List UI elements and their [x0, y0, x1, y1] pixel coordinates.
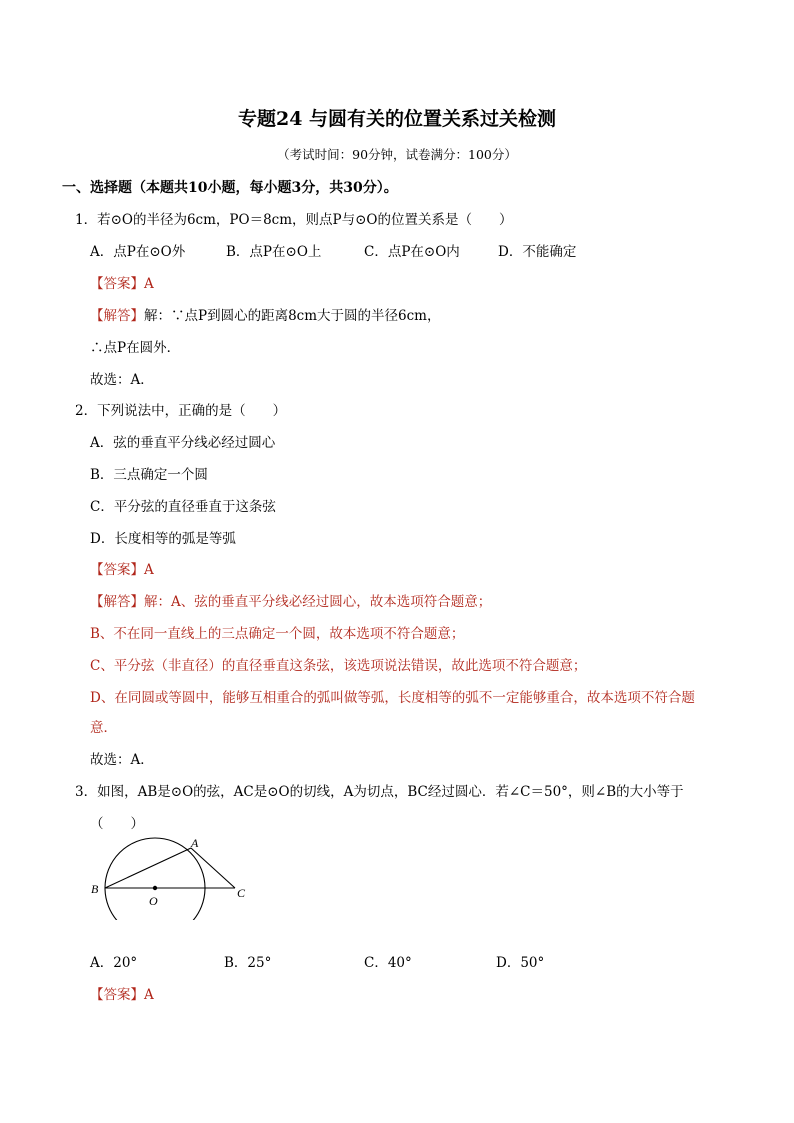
- answer-value: A: [144, 276, 154, 292]
- solution-text: 解：∵点P到圆心的距离8cm大于圆的半径6cm，: [144, 308, 441, 324]
- answer-tag: 【答案】: [90, 987, 144, 1003]
- q1-option-c: C．点P在⊙O内: [364, 244, 460, 260]
- solution-tag: 【解答】: [90, 594, 144, 610]
- question-1-options: [90, 240, 576, 260]
- solution-tag: 【解答】: [90, 308, 144, 324]
- q3-option-d: D．50°: [496, 955, 545, 971]
- center-point: [153, 886, 157, 890]
- q2-solution-line: [90, 590, 491, 610]
- question-1-stem: 1．若⊙O的半径为6cm，PO＝8cm，则点P与⊙O的位置关系是（ ）: [75, 212, 513, 228]
- label-b: B: [91, 882, 99, 896]
- q1-answer: [90, 272, 154, 292]
- q2-answer: [90, 558, 154, 578]
- section-heading: 一、选择题（本题共10小题，每小题3分，共30分）。: [62, 180, 398, 196]
- geometry-figure: [86, 832, 256, 920]
- q2-option-d: D．长度相等的弧是等弧: [90, 531, 236, 547]
- q1-solution-line: ∴点P在圆外．: [90, 340, 181, 356]
- question-2-stem: 2．下列说法中，正确的是（ ）: [75, 403, 287, 419]
- answer-value: A: [144, 987, 154, 1003]
- question-3-stem: 3．如图，AB是⊙O的弦，AC是⊙O的切线，A为切点，BC经过圆心．若∠C＝50°，则∠B的大小等于: [75, 784, 684, 800]
- answer-value: A: [144, 562, 154, 578]
- q2-solution-line: 故选：A．: [90, 752, 154, 768]
- q3-answer: [90, 983, 154, 1003]
- page-subtitle: （考试时间：90分钟，试卷满分：100分）: [277, 147, 517, 162]
- answer-tag: 【答案】: [90, 276, 144, 292]
- q1-solution-line: 故选：A．: [90, 372, 154, 388]
- q1-solution-line: [90, 304, 441, 324]
- label-o: O: [149, 894, 158, 908]
- q2-option-b: B．三点确定一个圆: [90, 467, 208, 483]
- q2-solution-line: 意．: [90, 720, 117, 736]
- q1-option-b: B．点P在⊙O上: [226, 244, 322, 260]
- label-c: C: [237, 886, 246, 900]
- q3-option-b: B．25°: [224, 955, 272, 971]
- solution-text: 解：A、弦的垂直平分线必经过圆心，故本选项符合题意；: [144, 594, 492, 610]
- q2-solution-line: D、在同圆或等圆中，能够互相重合的弧叫做等弧，长度相等的弧不一定能够重合，故本选项不符合题: [90, 690, 695, 706]
- answer-tag: 【答案】: [90, 562, 144, 578]
- q3-option-a: A．20°: [90, 955, 138, 971]
- label-a: A: [191, 836, 199, 850]
- question-3-options: [90, 951, 544, 971]
- circle-tangent-diagram: [86, 832, 256, 920]
- q2-solution-line: B、不在同一直线上的三点确定一个圆，故本选项不符合题意；: [90, 626, 465, 642]
- q3-option-c: C．40°: [364, 955, 412, 971]
- q2-option-a: A．弦的垂直平分线必经过圆心: [90, 435, 276, 451]
- q2-option-c: C．平分弦的直径垂直于这条弦: [90, 499, 276, 515]
- q2-solution-line: C、平分弦（非直径）的直径垂直这条弦，该选项说法错误，故此选项不符合题意；: [90, 658, 587, 674]
- q1-option-a: A．点P在⊙O外: [90, 244, 186, 260]
- question-3-stem-cont: （ ）: [90, 816, 144, 832]
- tangent-ac: [191, 848, 235, 888]
- page-title: 专题24 与圆有关的位置关系过关检测: [237, 108, 557, 130]
- q1-option-d: D．不能确定: [498, 244, 577, 260]
